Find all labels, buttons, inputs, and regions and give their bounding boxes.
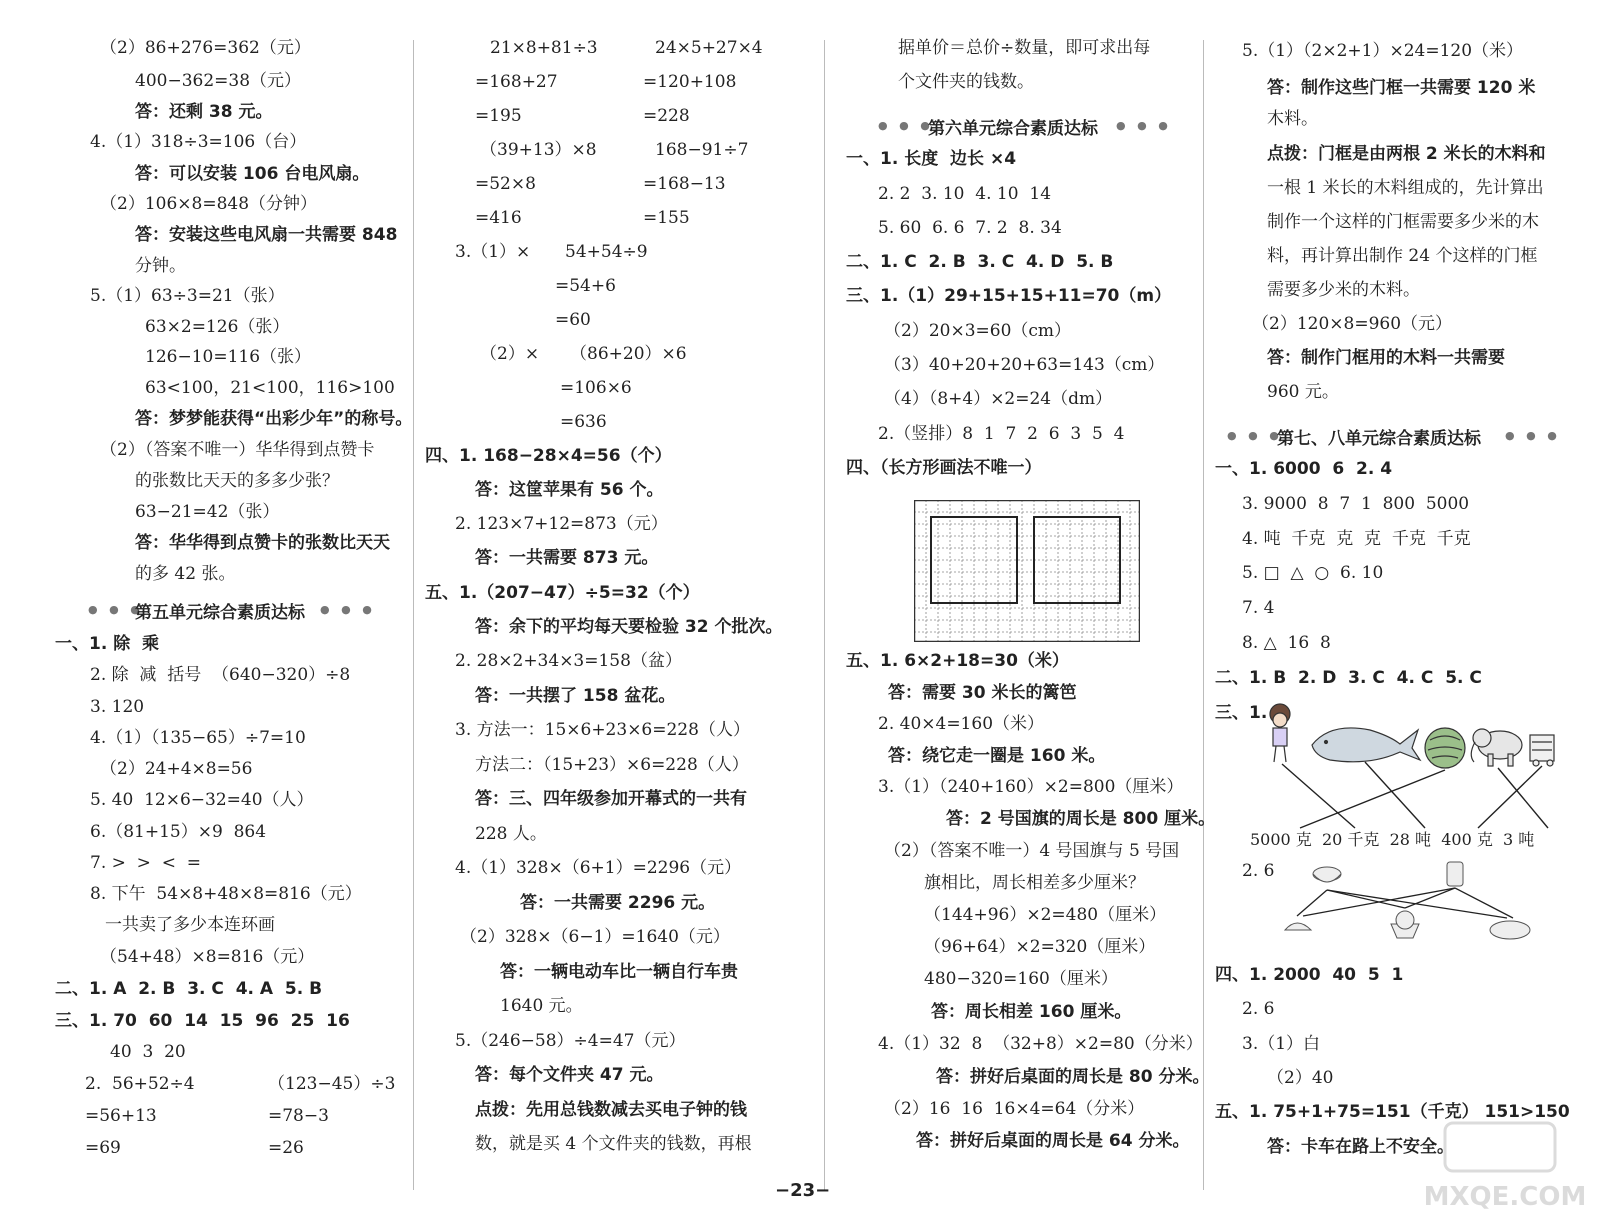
text-line: 3.（1）白	[1242, 1034, 1321, 1054]
text-line: 五、1. 75+1+75=151（千克） 151>150	[1215, 1102, 1570, 1122]
text-line: =195	[475, 106, 522, 126]
answer-line: 答：一共需要 873 元。	[475, 548, 659, 568]
text-line: 4.（1）318÷3=106（台）	[90, 132, 307, 152]
text-line: 2. 除 减 括号 （640−320）÷8	[90, 665, 351, 685]
text-line: 400−362=38（元）	[135, 71, 302, 91]
text-line: 一共卖了多少本连环画	[105, 915, 275, 935]
matching-figure-2	[1275, 860, 1535, 945]
text-line: 2. 40×4=160（米）	[878, 714, 1045, 734]
watermark-text: MXQE.COM	[1423, 1182, 1587, 1212]
text-line: 3. 120	[90, 697, 145, 717]
answer-line: 答：安装这些电风扇一共需要 848	[135, 225, 398, 245]
text-line: 2. 56+52÷4	[85, 1074, 195, 1094]
text-line: 21×8+81÷3	[490, 38, 598, 58]
text-line: 63<100，21<100，116>100	[145, 378, 395, 398]
text-line: 据单价＝总价÷数量，即可求出每	[898, 38, 1151, 58]
text-line: 8. 下午 54×8+48×8=816（元）	[90, 884, 362, 904]
text-line: 8. △ 16 8	[1242, 633, 1331, 653]
child-icon	[1270, 704, 1290, 762]
text-line: 的多 42 张。	[135, 564, 236, 584]
text-line: 个文件夹的钱数。	[898, 72, 1034, 92]
text-line: 126−10=116（张）	[145, 347, 312, 367]
truck-icon	[1530, 735, 1554, 766]
text-line: 一、1. 除 乘	[55, 634, 160, 654]
text-line: 24×5+27×4	[655, 38, 763, 58]
text-line: 的张数比天天的多多少张？	[135, 471, 339, 491]
text-line: （2）328×（6−1）=1640（元）	[460, 927, 730, 947]
text-line: 分钟。	[135, 256, 186, 276]
text-line: 40 3 20	[110, 1042, 186, 1062]
answer-line: 答：每个文件夹 47 元。	[475, 1065, 664, 1085]
can-icon	[1447, 862, 1463, 886]
text-line: 2. 2 3. 10 4. 10 14	[878, 184, 1052, 204]
section-title: 第七、八单元综合素质达标	[1277, 429, 1481, 449]
text-line: 一、1. 长度 边长 ×4	[846, 149, 1017, 169]
text-line: =54+6	[555, 276, 616, 296]
text-line: 3.（1）（240+160）×2=800（厘米）	[878, 777, 1184, 797]
section-dots-left: ● ● ●	[88, 603, 144, 616]
text-line: 5.（1）（2×2+1）×24=120（米）	[1242, 41, 1524, 61]
section-title: 第五单元综合素质达标	[135, 603, 305, 623]
column-divider-2	[824, 40, 825, 1190]
text-line: 2. 6	[1242, 999, 1275, 1019]
text-line: （2）20×3=60（cm）	[884, 321, 1072, 341]
text-line: 四、1. 168−28×4=56（个）	[425, 446, 672, 466]
hint-line: 点拨：先用总钱数减去买电子钟的钱	[475, 1100, 747, 1120]
answer-line: 答：绕它走一圈是 160 米。	[888, 746, 1106, 766]
text-line: （2）（答案不唯一）华华得到点赞卡	[100, 440, 375, 460]
text-line: 1640 元。	[500, 996, 583, 1016]
text-line: 4.（1）328×（6+1）=2296（元）	[455, 858, 742, 878]
text-line: 一、1. 6000 6 2. 4	[1215, 459, 1393, 479]
column-divider-1	[413, 40, 414, 1190]
text-line: 5.（246−58）÷4=47（元）	[455, 1031, 686, 1051]
text-line: 三、1.	[1215, 703, 1268, 723]
text-line: （2）106×8=848（分钟）	[100, 194, 318, 214]
text-line: 二、1. C 2. B 3. C 4. D 5. B	[846, 252, 1114, 272]
text-line: 5. 60 6. 6 7. 2 8. 34	[878, 218, 1062, 238]
text-line: 制作一个这样的门框需要多少米的木	[1267, 212, 1539, 232]
text-line: （3）40+20+20+63=143（cm）	[884, 355, 1165, 375]
text-line: 54+54÷9	[565, 242, 648, 262]
text-line: 5. □ △ ○ 6. 10	[1242, 563, 1384, 583]
text-line: =106×6	[560, 378, 632, 398]
text-line: 2. 28×2+34×3=158（盆）	[455, 651, 682, 671]
hint-line: 点拨：门框是由两根 2 米长的木料和	[1267, 144, 1546, 164]
section-dots-right: ● ● ●	[320, 603, 376, 616]
text-line: 二、1. B 2. D 3. C 4. C 5. C	[1215, 668, 1482, 688]
matching-labels: 5000 克 20 千克 28 吨 400 克 3 吨	[1250, 830, 1535, 849]
text-line: （4）（8+4）×2=24（dm）	[884, 389, 1113, 409]
text-line: （2）120×8=960（元）	[1252, 314, 1453, 334]
text-line: 五、1. 6×2+18=30（米）	[846, 651, 1069, 671]
text-line: =69	[85, 1138, 121, 1158]
text-line: 一根 1 米长的木料组成的，先计算出	[1267, 178, 1544, 198]
text-line: =168+27	[475, 72, 558, 92]
text-line: =52×8	[475, 174, 536, 194]
answer-line: 答：这筐苹果有 56 个。	[475, 480, 664, 500]
text-line: 3. 方法一：15×6+23×6=228（人）	[455, 720, 750, 740]
text-line: 2. 6	[1242, 861, 1275, 881]
text-line: =60	[555, 310, 591, 330]
text-line: 3. 9000 8 7 1 800 5000	[1242, 494, 1470, 514]
text-line: 二、1. A 2. B 3. C 4. A 5. B	[55, 979, 323, 999]
text-line: （2）86+276=362（元）	[100, 38, 311, 58]
text-line: 228 人。	[475, 824, 547, 844]
text-line: 三、1.（1）29+15+15+11=70（m）	[846, 286, 1172, 306]
text-line: 5. 40 12×6−32=40（人）	[90, 790, 314, 810]
text-line: （2）×	[480, 344, 540, 364]
text-line: 4. 吨 千克 克 克 千克 千克	[1242, 529, 1471, 549]
bread-icon	[1285, 923, 1311, 930]
answer-line: 答：制作这些门框一共需要 120 米	[1267, 78, 1536, 98]
text-line: 2. 123×7+12=873（元）	[455, 514, 668, 534]
answer-line: 答：一共需要 2296 元。	[520, 893, 716, 913]
text-line: 五、1.（207−47）÷5=32（个）	[425, 583, 700, 603]
column-1	[0, 0, 413, 1190]
answer-line: 答：拼好后桌面的周长是 80 分米。	[936, 1067, 1210, 1087]
text-line: 63−21=42（张）	[135, 502, 280, 522]
text-line: （2）24+4×8=56	[100, 759, 253, 779]
answer-line: 答：华华得到点赞卡的张数比天天	[135, 533, 390, 553]
text-line: （2）（答案不唯一）4 号国旗与 5 号国	[884, 841, 1180, 861]
text-line: 7. > > < =	[90, 853, 202, 873]
column-4	[1205, 0, 1600, 1190]
text-line: =228	[643, 106, 690, 126]
text-line: =56+13	[85, 1106, 157, 1126]
text-line: 旗相比，周长相差多少厘米？	[924, 873, 1145, 893]
text-line: 需要多少米的木料。	[1267, 280, 1420, 300]
text-line: =78−3	[268, 1106, 329, 1126]
answer-line: 答：三、四年级参加开幕式的一共有	[475, 789, 747, 809]
text-line: （2）40	[1267, 1068, 1334, 1088]
text-line: 木料。	[1267, 109, 1318, 129]
section-dots-left: ● ● ●	[878, 119, 934, 132]
text-line: 四、（长方形画法不唯一）	[846, 458, 1042, 478]
text-line: 960 元。	[1267, 382, 1339, 402]
answer-line: 答：一共摆了 158 盆花。	[475, 686, 676, 706]
text-line: （39+13）×8	[480, 140, 597, 160]
text-line: （144+96）×2=480（厘米）	[924, 905, 1167, 925]
text-line: =155	[643, 208, 690, 228]
text-line: 7. 4	[1242, 598, 1275, 618]
answer-line: 答：周长相差 160 厘米。	[931, 1002, 1132, 1022]
text-line: =26	[268, 1138, 304, 1158]
text-line: （54+48）×8=816（元）	[100, 947, 315, 967]
text-line: 4.（1）（135−65）÷7=10	[90, 728, 306, 748]
text-line: （96+64）×2=320（厘米）	[924, 937, 1156, 957]
section-dots-right: ● ● ●	[1116, 119, 1172, 132]
answer-line: 答：一辆电动车比一辆自行车贵	[500, 962, 738, 982]
text-line: =168−13	[643, 174, 726, 194]
text-line: 6.（81+15）×9 864	[90, 822, 267, 842]
watermelon-icon	[1425, 728, 1465, 768]
column-divider-3	[1203, 40, 1204, 1190]
bowl-icon	[1313, 867, 1341, 882]
text-line: 5.（1）63÷3=21（张）	[90, 286, 285, 306]
answer-line: 答：2 号国旗的周长是 800 厘米。	[946, 809, 1216, 829]
text-line: 料，再计算出制作 24 个这样的门框	[1267, 246, 1538, 266]
text-line: 4.（1）32 8 （32+8）×2=80（分米）	[878, 1034, 1203, 1054]
rectangle-grid-figure	[914, 500, 1140, 642]
text-line: 2.（竖排）8 1 7 2 6 3 5 4	[878, 424, 1125, 444]
text-line: 方法二：（15+23）×6=228（人）	[475, 755, 749, 775]
text-line: 480−320=160（厘米）	[924, 969, 1118, 989]
text-line: =416	[475, 208, 522, 228]
matching-figure-1	[1260, 700, 1560, 840]
watermark-logo	[1415, 1115, 1595, 1215]
section-dots-right: ● ● ●	[1505, 429, 1561, 442]
answer-line: 答：制作门框用的木料一共需要	[1267, 348, 1505, 368]
answer-line: 答：梦梦能获得“出彩少年”的称号。	[135, 409, 413, 429]
page-number: −23−	[775, 1180, 831, 1201]
text-line: （2）16 16 16×4=64（分米）	[884, 1099, 1145, 1119]
cupcake-icon	[1391, 911, 1419, 938]
answer-line: 答：卡车在路上不安全。	[1267, 1137, 1454, 1157]
column-2	[415, 0, 823, 1190]
text-line: 63×2=126（张）	[145, 317, 290, 337]
elephant-icon	[1471, 729, 1522, 766]
text-line: =636	[560, 412, 607, 432]
text-line: 数，就是买 4 个文件夹的钱数，再根	[475, 1134, 752, 1154]
text-line: 3.（1）×	[455, 242, 531, 262]
section-title: 第六单元综合素质达标	[928, 119, 1098, 139]
text-line: 三、1. 70 60 14 15 96 25 16	[55, 1011, 350, 1031]
loaf-icon	[1490, 921, 1530, 939]
answer-line: 答：需要 30 米长的篱笆	[888, 683, 1077, 703]
answer-line: 答：拼好后桌面的周长是 64 分米。	[916, 1131, 1190, 1151]
answer-line: 答：还剩 38 元。	[135, 102, 273, 122]
column-3	[826, 0, 1216, 1190]
answer-line: 答：可以安装 106 台电风扇。	[135, 164, 370, 184]
text-line: （86+20）×6	[570, 344, 687, 364]
answer-line: 答：余下的平均每天要检验 32 个批次。	[475, 617, 783, 637]
whale-icon	[1312, 728, 1420, 762]
text-line: 168−91÷7	[655, 140, 749, 160]
section-dots-left: ● ● ●	[1227, 429, 1283, 442]
text-line: （123−45）÷3	[268, 1074, 396, 1094]
text-line: 四、1. 2000 40 5 1	[1215, 965, 1404, 985]
text-line: =120+108	[643, 72, 737, 92]
